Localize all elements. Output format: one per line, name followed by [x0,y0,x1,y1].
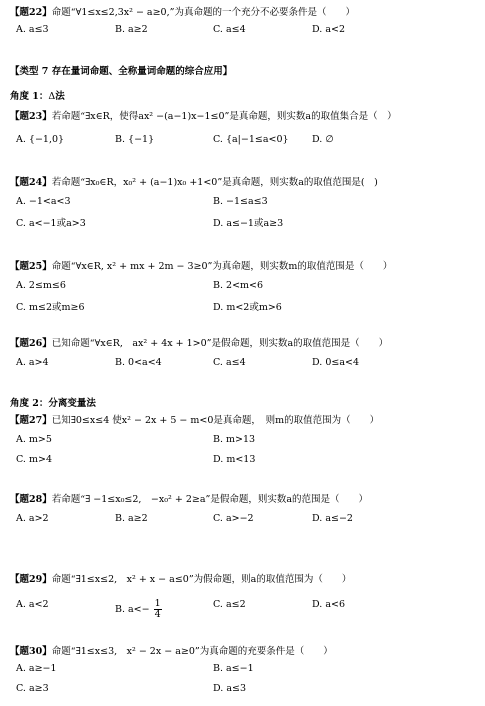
option-c: C. a≥3 [16,683,49,694]
angle-1-label: 角度 1： [10,91,49,102]
problem-30-stem [10,643,333,657]
problem-tag: 【题26】 [10,338,52,349]
option-b: B. 0<a<4 [115,357,162,368]
problem-text: 若命题“∃ −1≤x₀≤2, −x₀² + 2≥a”是假命题，则实数a的范围是（ ） [51,494,369,505]
option-d: D. a<6 [312,599,345,610]
option-b: B. {−1} [115,134,155,145]
fraction-numerator: 1 [154,598,161,609]
problem-28-stem [10,491,368,505]
fraction [154,599,162,620]
option-a: A. a>4 [16,357,49,368]
problem-29-stem [10,571,351,585]
problem-24-stem [10,174,378,188]
option-a: A. {−1,0} [16,134,65,145]
option-b: B. 2<m<6 [213,280,264,291]
option-d: D. a≤−2 [312,513,353,524]
problem-tag: 【题24】 [10,177,52,188]
problem-26-stem [10,335,388,349]
problem-tag: 【题27】 [10,415,52,426]
option-b: B. a≥2 [115,24,148,35]
option-c: C. a≤2 [213,599,246,610]
option-b: B. −1≤a≤3 [213,196,268,207]
problem-tag: 【题22】 [10,7,52,18]
option-a: A. a<2 [16,599,49,610]
problem-text: 已知∃0≤x≤4 使x² − 2x + 5 − m<0是真命题， 则m的取值范围为（ ） [51,415,380,426]
option-c: C. {a|−1≤a<0} [213,134,289,145]
option-a: A. 2≤m≤6 [16,280,66,291]
angle-1-suffix: 法 [55,91,65,102]
option-d: D. a≤−1或a≥3 [213,218,284,229]
problem-27-stem [10,412,379,426]
section-heading-type7: 【类型 7 存在量词命题、全称量词命题的综合应用】 [10,66,233,77]
option-a: A. a≤3 [16,24,49,35]
option-d: D. a<2 [312,24,345,35]
problem-text: 若命题“∃x∈R，使得ax² −(a−1)x−1≤0”是真命题，则实数a的取值集合是（ ） [51,111,397,122]
option-b-text: B. a<− [115,604,150,615]
problem-text: 若命题“∃x₀∈R，x₀² + (a−1)x₀ +1<0”是真命题，则实数a的取值范围是( ) [51,177,378,188]
option-a: A. −1<a<3 [16,196,71,207]
option-a: A. a≥−1 [16,663,57,674]
problem-tag: 【题28】 [10,494,52,505]
option-c: C. a≤4 [213,24,246,35]
problem-text: 已知命题“∀x∈R, ax² + 4x + 1>0”是假命题，则实数a的取值范围是（ ） [51,338,389,349]
angle-1-heading [10,88,65,102]
option-b: B. a≤−1 [213,663,254,674]
option-c: C. a≤4 [213,357,246,368]
problem-text: 命题“∃1≤x≤3, x² − 2x − a≥0”为真命题的充要条件是（ ） [51,646,333,657]
fraction-denominator: 4 [154,609,161,620]
option-a: A. a>2 [16,513,49,524]
problem-23-stem [10,108,397,122]
problem-tag: 【题25】 [10,261,52,272]
option-c: C. m>4 [16,454,52,465]
problem-tag: 【题23】 [10,111,52,122]
angle-2-heading: 角度 2：分离变量法 [10,398,96,409]
problem-tag: 【题30】 [10,646,52,657]
problem-25-stem [10,258,392,272]
option-c: C. a>−2 [213,513,254,524]
option-c: C. a<−1或a>3 [16,218,86,229]
problem-tag: 【题29】 [10,574,52,585]
option-b [115,599,162,620]
option-b: B. a≥2 [115,513,148,524]
delta-symbol: Δ [48,91,56,102]
option-c: C. m≤2或m≥6 [16,302,85,313]
problem-text: 命题“∀1≤x≤2,3x² − a≥0,”为真命题的一个充分不必要条件是（ ） [51,7,355,18]
problem-text: 命题“∀x∈R, x² + mx + 2m − 3≥0”为真命题，则实数m的取值范围是（ ） [51,261,393,272]
option-b: B. m>13 [213,434,256,445]
option-d: D. m<2或m>6 [213,302,282,313]
option-d: D. 0≤a<4 [312,357,359,368]
option-d: D. ∅ [312,134,334,145]
problem-22-stem [10,4,355,18]
option-a: A. m>5 [16,434,52,445]
problem-text: 命题“∃1≤x≤2, x² + x − a≤0”为假命题，则a的取值范围为（ ） [51,574,352,585]
option-d: D. m<13 [213,454,256,465]
option-d: D. a≤3 [213,683,246,694]
